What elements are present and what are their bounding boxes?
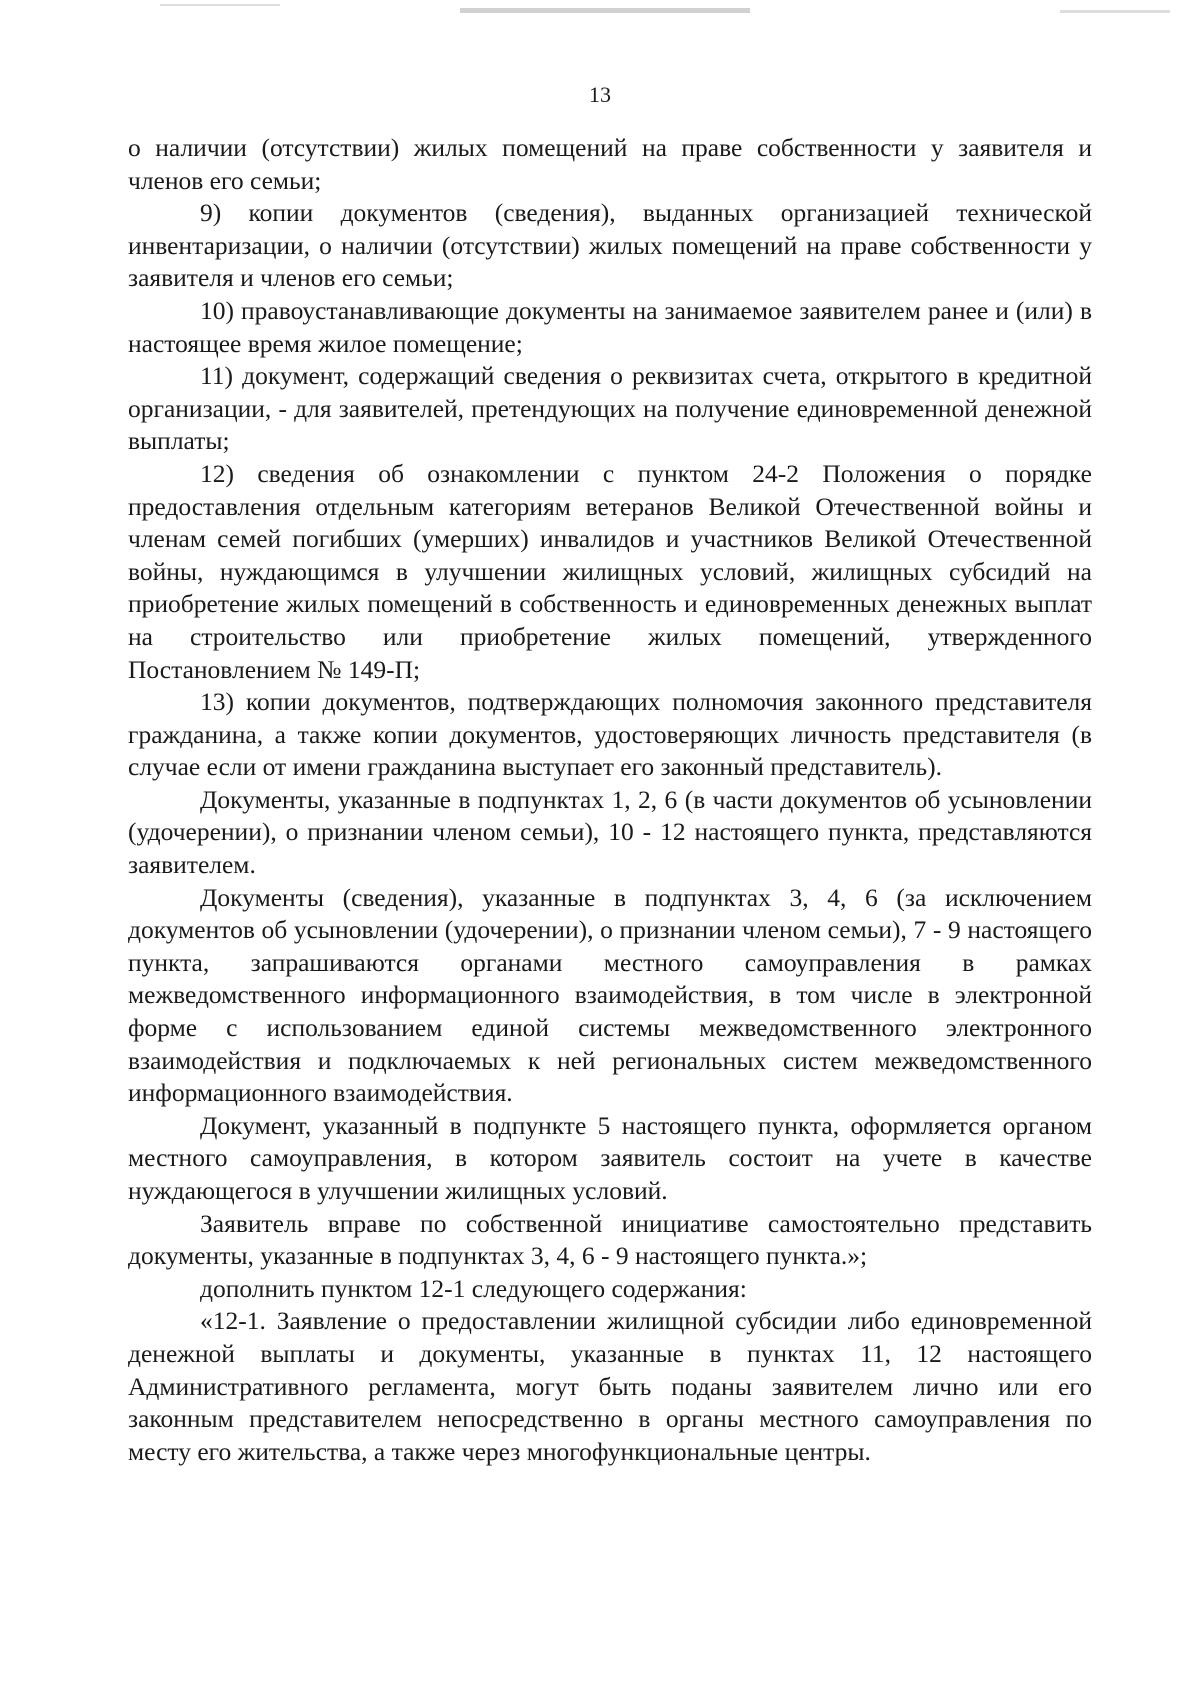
paragraph: 10) правоустанавливающие документы на занимаемое заявителем ранее и (или) в настоящее время жилое помещение; — [128, 295, 1092, 358]
paragraph: дополнить пунктом 12-1 следующего содержания: — [200, 1273, 747, 1303]
paragraph: 12) сведения об ознакомлении с пунктом 24-2 Положения о порядке предоставления отдельным категориям ветеранов Великой Отечественной войны и членам семей погибших (умерших) инвалидов и участников Великой Отечественной войны, нуждающимся в улучшении жилищных условий, жилищных субсидий на приобретение жилых помещений в собственность и единовременных денежных выплат на строительство или приобретение жилых помещений, утвержденного Постановлением № 149-П; — [128, 458, 1092, 684]
paragraph: о наличии (отсутствии) жилых помещений на праве собственности у заявителя и членов его семьи; — [128, 133, 1092, 195]
paragraph: Документ, указанный в подпункте 5 настоящего пункта, оформляется органом местного самоуправления, в котором заявитель состоит на учете в качестве нуждающегося в улучшении жилищных условий. — [128, 1110, 1092, 1205]
scan-artifact-top-right — [1060, 10, 1170, 13]
paragraph: 9) копии документов (сведения), выданных организацией технической инвентаризации, о наличии (отсутствии) жилых помещений на праве собственности у заявителя и членов его семьи; — [128, 198, 1092, 293]
paragraph: Документы, указанные в подпунктах 1, 2, 6 (в части документов об усыновлении (удочерении), о признании членом семьи), 10 - 12 настоящего пункта, представляются заявителем. — [128, 784, 1092, 880]
paragraph: Заявитель вправе по собственной инициативе самостоятельно представить документы, указанные в подпунктах 3, 4, 6 - 9 настоящего пункта.»; — [128, 1208, 1092, 1271]
paragraph: 13) копии документов, подтверждающих полномочия законного представителя гражданина, а также копии документов, удостоверяющих личность представителя (в случае если от имени гражданина выступает его законный представитель). — [128, 687, 1092, 782]
scan-artifact-top-left — [160, 4, 280, 6]
paragraph: Документы (сведения), указанные в подпунктах 3, 4, 6 (за исключением документов об усыновлении (удочерении), о признании членом семьи), 7 - 9 настоящего пункта, запрашиваются органами местного самоуправления в рамках межведомственного информационного взаимодействия, в том числе в электронной форме с использованием единой системы межведомственного электронного взаимодействия и подключаемых к ней региональных систем межведомственного информационного взаимодействия. — [128, 882, 1092, 1108]
paragraph: «12-1. Заявление о предоставлении жилищной субсидии либо единовременной денежной выплаты и документы, указанные в пунктах 11, 12 настоящего Административного регламента, могут быть поданы заявителем лично или его законным представителем непосредственно в органы местного самоуправления по месту его жительства, а также через многофункциональные центры. — [128, 1306, 1092, 1466]
paragraph: 11) документ, содержащий сведения о реквизитах счета, открытого в кредитной организации, - для заявителей, претендующих на получение единовременной денежной выплаты; — [128, 361, 1092, 456]
scan-artifact-top-center — [460, 8, 750, 13]
page-number: 13 — [589, 82, 611, 107]
document-body — [128, 132, 1092, 1468]
